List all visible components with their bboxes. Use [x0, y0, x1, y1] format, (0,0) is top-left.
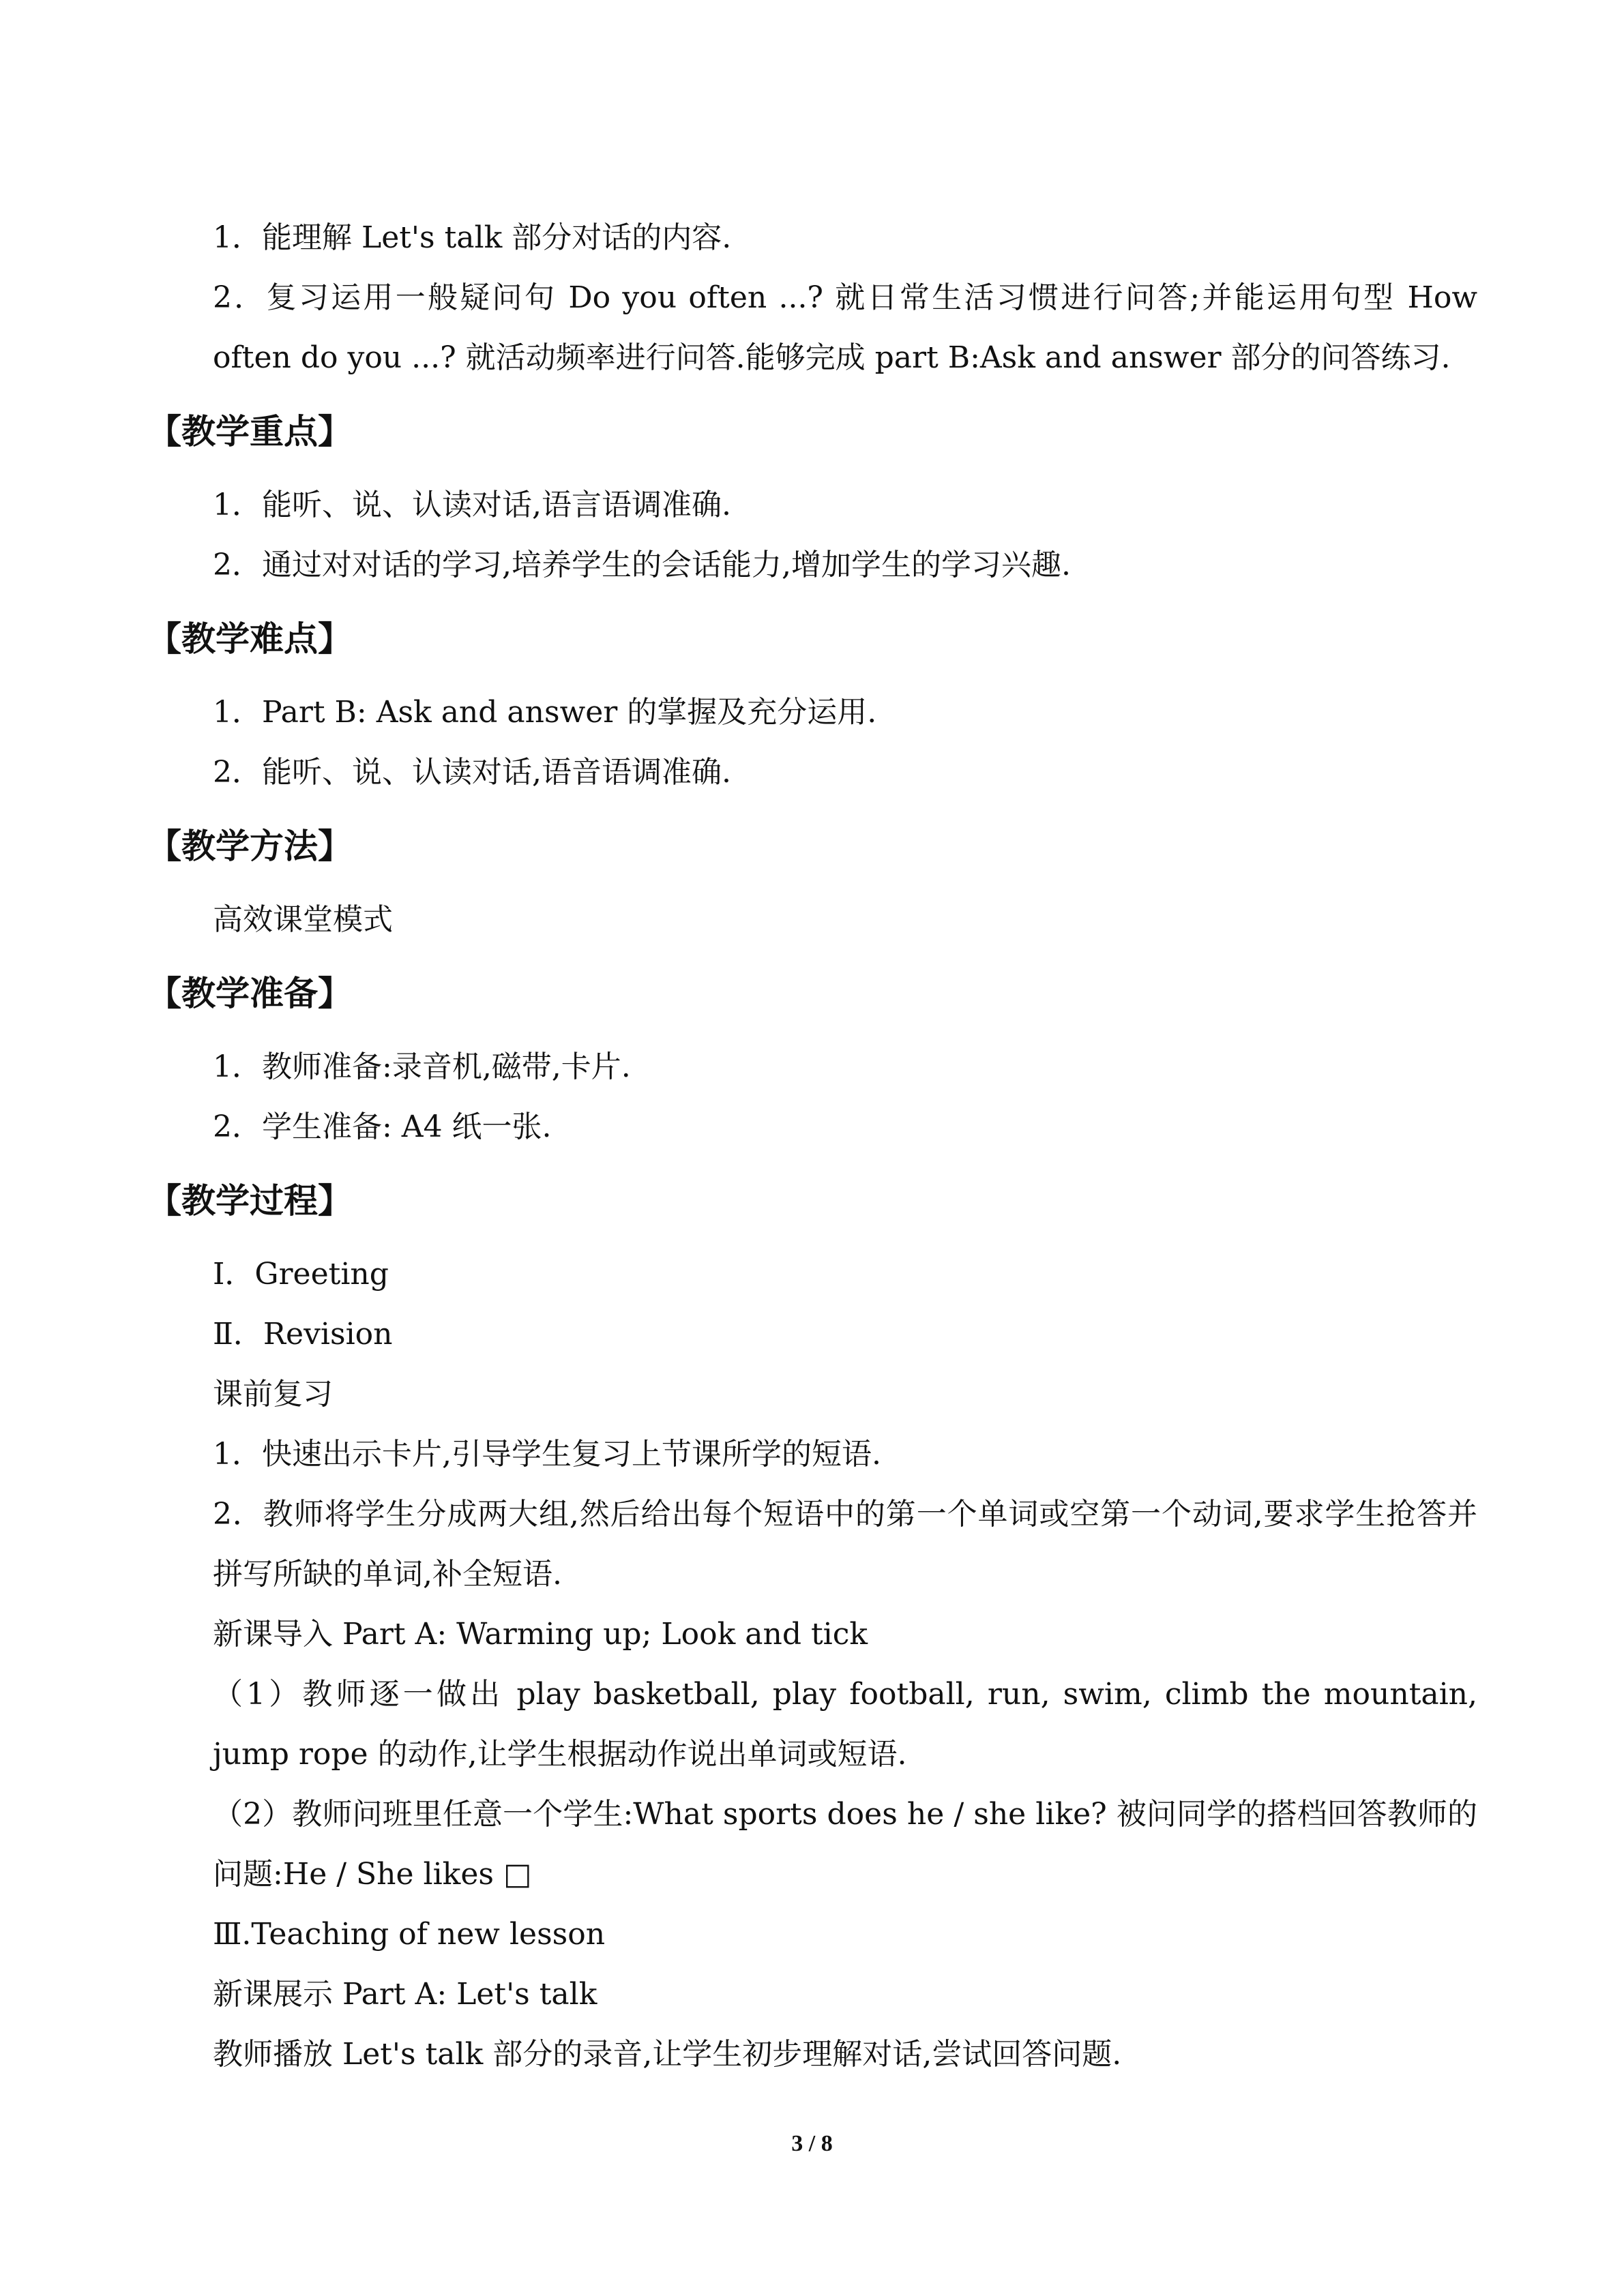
process-item: 课前复习	[213, 1377, 333, 1412]
key-point-item: 2．通过对对话的学习,培养学生的会话能力,增加学生的学习兴趣.	[213, 548, 1071, 582]
process-item: （2）教师问班里任意一个学生:What sports does he / she like? 被问同学的搭档回答教师的问题:He / She likes □	[213, 1797, 1477, 1892]
heading-methods: 【教学方法】	[147, 826, 352, 866]
heading-preparation: 【教学准备】	[147, 974, 352, 1013]
process-item: 新课展示 Part A: Let's talk	[213, 1977, 597, 2012]
process-item: Ⅰ．Greeting	[213, 1257, 389, 1292]
page-content	[147, 208, 1477, 2085]
preparation-item: 2．学生准备: A4 纸一张.	[213, 1109, 552, 1144]
process-item: 1．快速出示卡片,引导学生复习上节课所学的短语.	[213, 1437, 881, 1472]
heading-difficulties: 【教学难点】	[147, 619, 352, 659]
process-item: Ⅲ.Teaching of new lesson	[213, 1917, 606, 1952]
page-number: 3 / 8	[791, 2131, 833, 2156]
process-item: 2．教师将学生分成两大组,然后给出每个短语中的第一个单词或空第一个动词,要求学生抢答并拼写所缺的单词,补全短语.	[213, 1497, 1477, 1592]
objective-item: 1．能理解 Let's talk 部分对话的内容.	[213, 220, 732, 255]
heading-process: 【教学过程】	[147, 1181, 352, 1221]
preparation-item: 1．教师准备:录音机,磁带,卡片.	[213, 1049, 631, 1084]
method-item: 高效课堂模式	[213, 902, 393, 937]
process-item: 新课导入 Part A: Warming up; Look and tick	[213, 1617, 868, 1652]
difficulty-item: 2．能听、说、认读对话,语音语调准确.	[213, 755, 731, 790]
objective-item: 2．复习运用一般疑问句 Do you often ...? 就日常生活习惯进行问答;并能运用句型 How often do you ...? 就活动频率进行问答.能够完成 part B:Ask and answer 部分的问答练习.	[213, 280, 1477, 375]
difficulty-item: 1．Part B: Ask and answer 的掌握及充分运用.	[213, 695, 877, 730]
process-item: Ⅱ．Revision	[213, 1317, 393, 1352]
process-item: 教师播放 Let's talk 部分的录音,让学生初步理解对话,尝试回答问题.	[213, 2037, 1122, 2072]
heading-key-points: 【教学重点】	[147, 412, 352, 451]
process-item: （1）教师逐一做出 play basketball, play football, run, swim, climb the mountain, jump rope 的动作,让学生根据动作说出单词或短语.	[213, 1677, 1477, 1772]
key-point-item: 1．能听、说、认读对话,语言语调准确.	[213, 488, 731, 522]
